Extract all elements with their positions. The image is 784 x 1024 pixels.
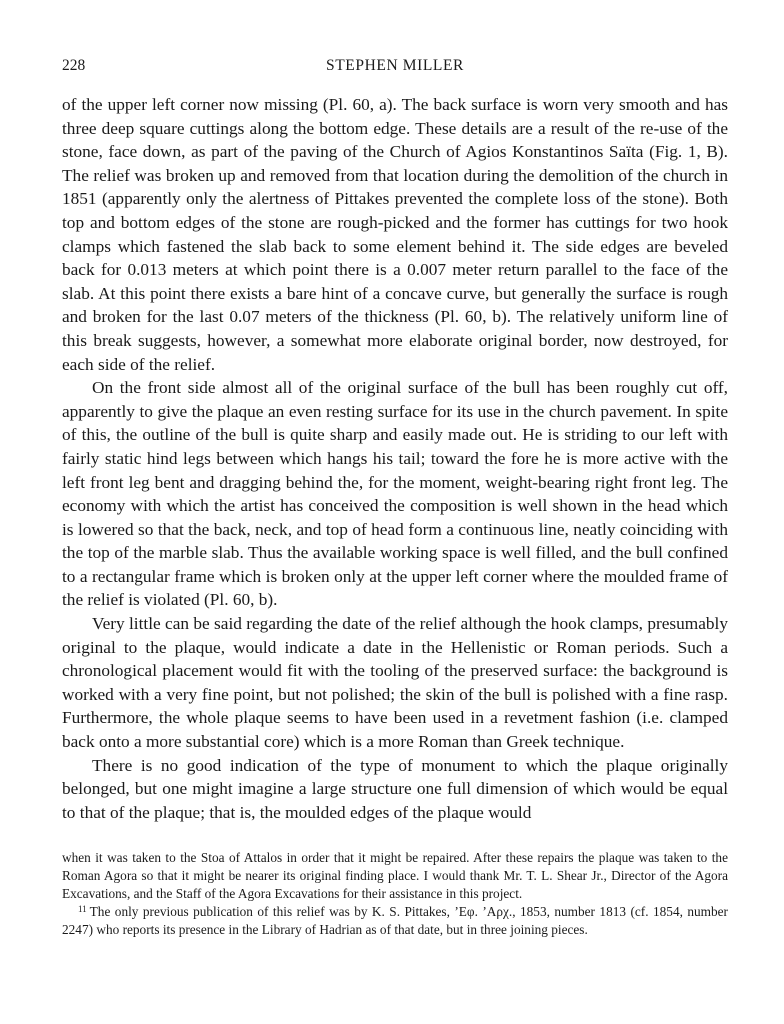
document-page <box>62 56 728 938</box>
footnote-11 <box>62 903 728 938</box>
paragraph-date: Very little can be said regarding the date of the relief although the hook clamps, presumably original to the plaque, would indicate a date in the Hellenistic or Roman periods. Such a chronological placement would fit with the tooling of the preserved surface: the background is worked with a very fine point, but not polished; the skin of the bull is polished with a fine rasp. Furthermore, the whole plaque seems to have been used in a revetment fashion (i.e. clamped back onto a more substantial core) which is a more Roman than Greek technique. <box>62 614 728 752</box>
page-number: 228 <box>62 57 86 74</box>
paragraph-front-side: On the front side almost all of the original surface of the bull has been roughly cut off, apparently to give the plaque an even resting surface for its use in the church pavement. In spite of this, the outline of the bull is quite sharp and easily made out. He is striding to our left with fairly static hind legs between which hangs his tail; toward the fore he is more active with the left front leg bent and dragging behind the, for the moment, weight-bearing right front leg. The economy with which the artist has conceived the composition is well shown in the head which is lowered so that the back, neck, and top of head form a continuous line, neatly coinciding with the top of the marble slab. Thus the available working space is well filled, and the bull confined to a rectangular frame which is broken only at the upper left corner where the moulded frame of the relief is violated (Pl. 60, b). <box>62 378 728 610</box>
paragraph-monument: There is no good indication of the type of monument to which the plaque originally belonged, but one might imagine a large structure one full dimension of which would be equal to that of the plaque; that is, the moulded edges of the plaque would <box>62 755 728 822</box>
page-header <box>62 56 728 76</box>
body-text <box>62 93 728 824</box>
footnote-11-text: The only previous publication of this relief was by K. S. Pittakes, ’Eφ. ’Aρχ., 1853, number 1813 (cf. 1854, number 2247) who reports its presence in the Library of Hadrian as of that date, but in three joining pieces. <box>62 904 728 937</box>
footnotes <box>62 849 728 938</box>
running-head: STEPHEN MILLER <box>326 57 464 74</box>
footnote-continuation: when it was taken to the Stoa of Attalos in order that it might be repaired. After these repairs the plaque was taken to the Roman Agora so that it might be nearer its original finding place. I would thank Mr. T. L. Shear Jr., Director of the Agora Excavations, and the Staff of the Agora Excavations for their assistance in this project. <box>62 850 728 901</box>
paragraph-continued: of the upper left corner now missing (Pl. 60, a). The back surface is worn very smooth and has three deep square cuttings along the bottom edge. These details are a result of the re-use of the stone, face down, as part of the paving of the Church of Agios Konstantinos Saïta (Fig. 1, B). The relief was broken up and removed from that location during the demolition of the church in 1851 (apparently only the alertness of Pittakes prevented the complete loss of the stone). Both top and bottom edges of the stone are rough-picked and the former has cuttings for two hook clamps which fastened the slab back to some element behind it. The side edges are beveled back for 0.013 meters at which point there is a 0.007 meter return parallel to the face of the slab. At this point there exists a bare hint of a concave curve, but generally the surface is rough and broken for the last 0.07 meters of the thickness (Pl. 60, b). The relatively uniform line of this break suggests, however, a somewhat more elaborate original border, now destroyed, for each side of the relief. <box>62 95 728 374</box>
footnote-11-marker: 11 <box>78 904 87 915</box>
